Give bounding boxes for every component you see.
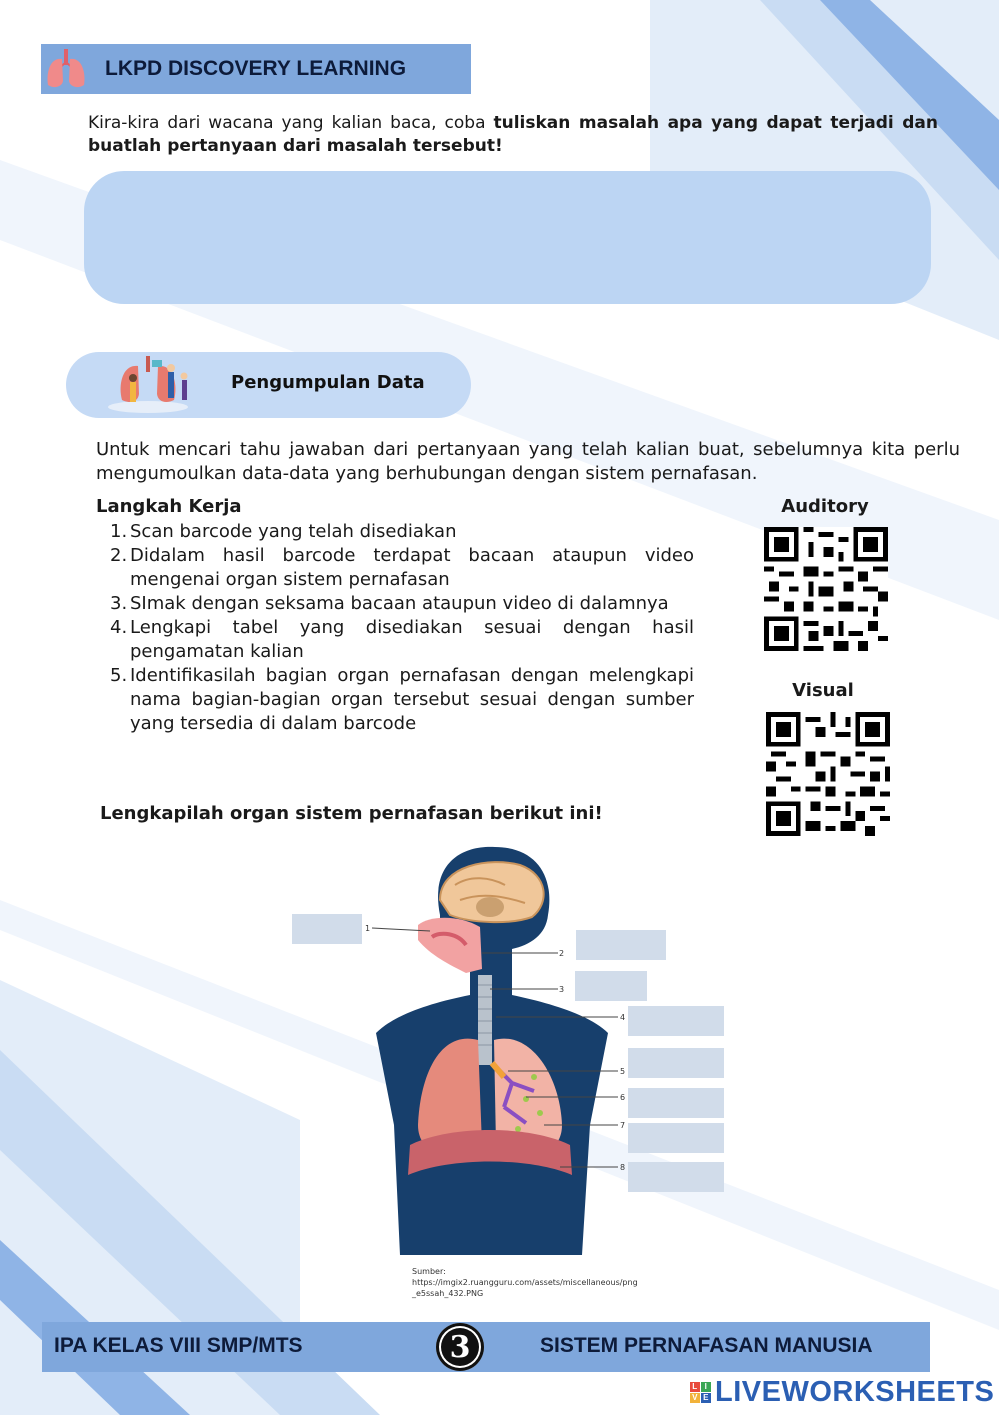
intro-bold: tuliskan masalah apa yang dapat terjadi dan buatlah pertanyaan dari masalah tersebut!: [88, 113, 939, 156]
intro-text: [88, 112, 938, 158]
liveworksheets-icon: L I V E: [690, 1382, 711, 1403]
list-item: 3. SImak dengan seksama bacaan ataupun video di dalamnya: [110, 593, 669, 614]
source-line-2: https://imgix2.ruangguru.com/assets/miscellaneous/png: [412, 1278, 638, 1287]
answer-textbox[interactable]: [84, 171, 931, 304]
header-bar: [41, 44, 471, 94]
diagram-label-2: 2: [559, 949, 565, 958]
answer-input-2[interactable]: [576, 930, 666, 960]
diagram-label-1: 1: [365, 924, 371, 933]
list-item: 5. Identifikasilah bagian organ pernafasan dengan melengkapi nama bagian-bagian organ tersebut sesuai dengan sumber yang tersedia di dalam barcode: [110, 665, 694, 734]
header-title: LKPD DISCOVERY LEARNING: [105, 57, 407, 80]
steps-list: [110, 520, 694, 736]
answer-input-7[interactable]: [628, 1123, 724, 1153]
diagram-label-5: 5: [620, 1067, 626, 1076]
intro-plain: Kira-kira dari wacana yang kalian baca, coba: [88, 113, 494, 133]
list-item: 1. Scan barcode yang telah disediakan: [110, 521, 457, 542]
diagram-label-4: 4: [620, 1013, 626, 1022]
diagram-prompt: Lengkapilah organ sistem pernafasan berikut ini!: [100, 803, 603, 824]
visual-label: Visual: [792, 680, 854, 701]
diagram-label-6: 6: [620, 1093, 626, 1102]
answer-input-5[interactable]: [628, 1048, 724, 1078]
lungs-doctors-illustration-icon: [108, 352, 208, 416]
answer-input-3[interactable]: [575, 971, 647, 1001]
qr-code-visual[interactable]: [766, 712, 890, 836]
source-line-1: Sumber:: [412, 1267, 446, 1276]
diagram-label-3: 3: [559, 985, 565, 994]
list-item: 2. Didalam hasil barcode terdapat bacaan ataupun video mengenai organ sistem pernafasan: [110, 545, 694, 590]
footer-topic-label: SISTEM PERNAFASAN MANUSIA: [540, 1334, 873, 1357]
answer-input-4[interactable]: [628, 1006, 724, 1036]
answer-input-8[interactable]: [628, 1162, 724, 1192]
instruction-paragraph: Untuk mencari tahu jawaban dari pertanyaan yang telah kalian buat, sebelumnya kita perlu mengumoulkan data-data yang berhubungan dengan sistem pernafasan.: [96, 439, 960, 484]
list-item: 4. Lengkapi tabel yang disediakan sesuai dengan hasil pengamatan kalian: [110, 617, 694, 662]
answer-input-6[interactable]: [628, 1088, 724, 1118]
section-title: Pengumpulan Data: [231, 372, 425, 393]
page-number: 3: [436, 1323, 484, 1371]
brand-text: LIVEWORKSHEETS: [715, 1376, 995, 1408]
qr-code-auditory[interactable]: [764, 527, 888, 651]
liveworksheets-logo: [690, 1376, 994, 1409]
diagram-label-8: 8: [620, 1163, 626, 1172]
answer-input-1[interactable]: [292, 914, 362, 944]
footer-class-label: IPA KELAS VIII SMP/MTS: [54, 1334, 303, 1357]
diagram-label-7: 7: [620, 1121, 626, 1130]
lungs-icon: [41, 44, 91, 94]
auditory-label: Auditory: [781, 496, 869, 517]
steps-title: Langkah Kerja: [96, 496, 242, 517]
source-line-3: _e5ssah_432.PNG: [412, 1289, 484, 1298]
respiratory-system-diagram: [290, 845, 730, 1265]
source-caption: [412, 1266, 652, 1299]
